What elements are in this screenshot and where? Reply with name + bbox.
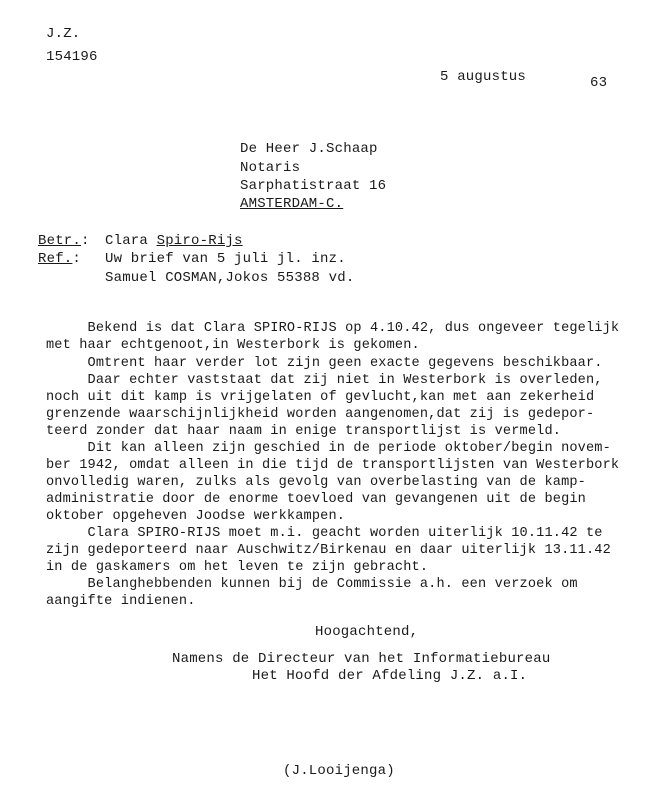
addressee-title: Notaris bbox=[240, 160, 301, 176]
reference-colon: : bbox=[72, 251, 82, 267]
addressee-street: Sarphatistraat 16 bbox=[240, 178, 387, 194]
letter-date: 5 augustus bbox=[440, 69, 527, 85]
subject-name-underlined: Spiro-Rijs bbox=[156, 233, 243, 249]
body-line: noch uit dit kamp is vrijgelaten of gevlucht,kan met aan zekerheid bbox=[46, 390, 595, 405]
closing-salutation: Hoogachtend, bbox=[315, 624, 419, 640]
body-line: teerd zonder dat haar naam in enige transportlijst is vermeld. bbox=[46, 424, 562, 439]
addressee-city: AMSTERDAM-C. bbox=[240, 196, 344, 212]
body-line: zijn gedeporteerd naar Auschwitz/Birkenau en daar uiterlijk 13.11.42 bbox=[46, 543, 611, 558]
body-line: Clara SPIRO-RIJS moet m.i. geacht worden uiterlijk 10.11.42 te bbox=[46, 526, 603, 541]
department-code: J.Z. bbox=[46, 26, 81, 42]
subject-name: Clara bbox=[105, 233, 157, 249]
body-line: Bekend is dat Clara SPIRO-RIJS op 4.10.42, dus ongeveer tegelijk bbox=[46, 321, 620, 336]
body-line: Daar echter vaststaat dat zij niet in Westerbork is overleden, bbox=[46, 373, 603, 388]
closing-line-2: Het Hoofd der Afdeling J.Z. a.I. bbox=[252, 668, 528, 684]
body-line: aangifte indienen. bbox=[46, 594, 196, 609]
addressee-name: De Heer J.Schaap bbox=[240, 141, 378, 157]
reference-label: Ref. bbox=[38, 251, 73, 267]
subject-value bbox=[105, 233, 243, 249]
subject-colon: : bbox=[81, 233, 90, 249]
subject-line bbox=[38, 233, 90, 249]
letter-year: 63 bbox=[590, 75, 608, 91]
body-line: in de gaskamers om het leven te zijn gebracht. bbox=[46, 560, 429, 575]
body-line: Belanghebbenden kunnen bij de Commissie a.h. een verzoek om bbox=[46, 577, 578, 592]
body-line: oktober opgeheven Joodse werkkampen. bbox=[46, 509, 346, 524]
body-line: Omtrent haar verder lot zijn geen exacte gegevens beschikbaar. bbox=[46, 356, 603, 371]
reference-value-1: Uw brief van 5 juli jl. inz. bbox=[105, 251, 346, 267]
body-line: Dit kan alleen zijn geschied in de periode oktober/begin novem- bbox=[46, 441, 611, 456]
body-line: grenzende waarschijnlijkheid worden aangenomen,dat zij is gedepor- bbox=[46, 407, 595, 422]
reference-line bbox=[38, 251, 81, 267]
body-line: administratie door de enorme toevloed van gevangenen uit de begin bbox=[46, 492, 586, 507]
body-line: met haar echtgenoot,in Westerbork is gekomen. bbox=[46, 338, 420, 353]
body-line: ber 1942, omdat alleen in die tijd de transportlijsten van Westerbork bbox=[46, 458, 620, 473]
reference-value-2: Samuel COSMAN,Jokos 55388 vd. bbox=[105, 270, 355, 286]
closing-line-1: Namens de Directeur van het Informatiebureau bbox=[172, 651, 551, 667]
file-number: 154196 bbox=[46, 49, 98, 65]
body-line: onvolledig waren, zulks als gevolg van overbelasting van de kamp- bbox=[46, 475, 586, 490]
signatory-name: (J.Looijenga) bbox=[283, 763, 395, 779]
subject-label: Betr. bbox=[38, 233, 82, 249]
